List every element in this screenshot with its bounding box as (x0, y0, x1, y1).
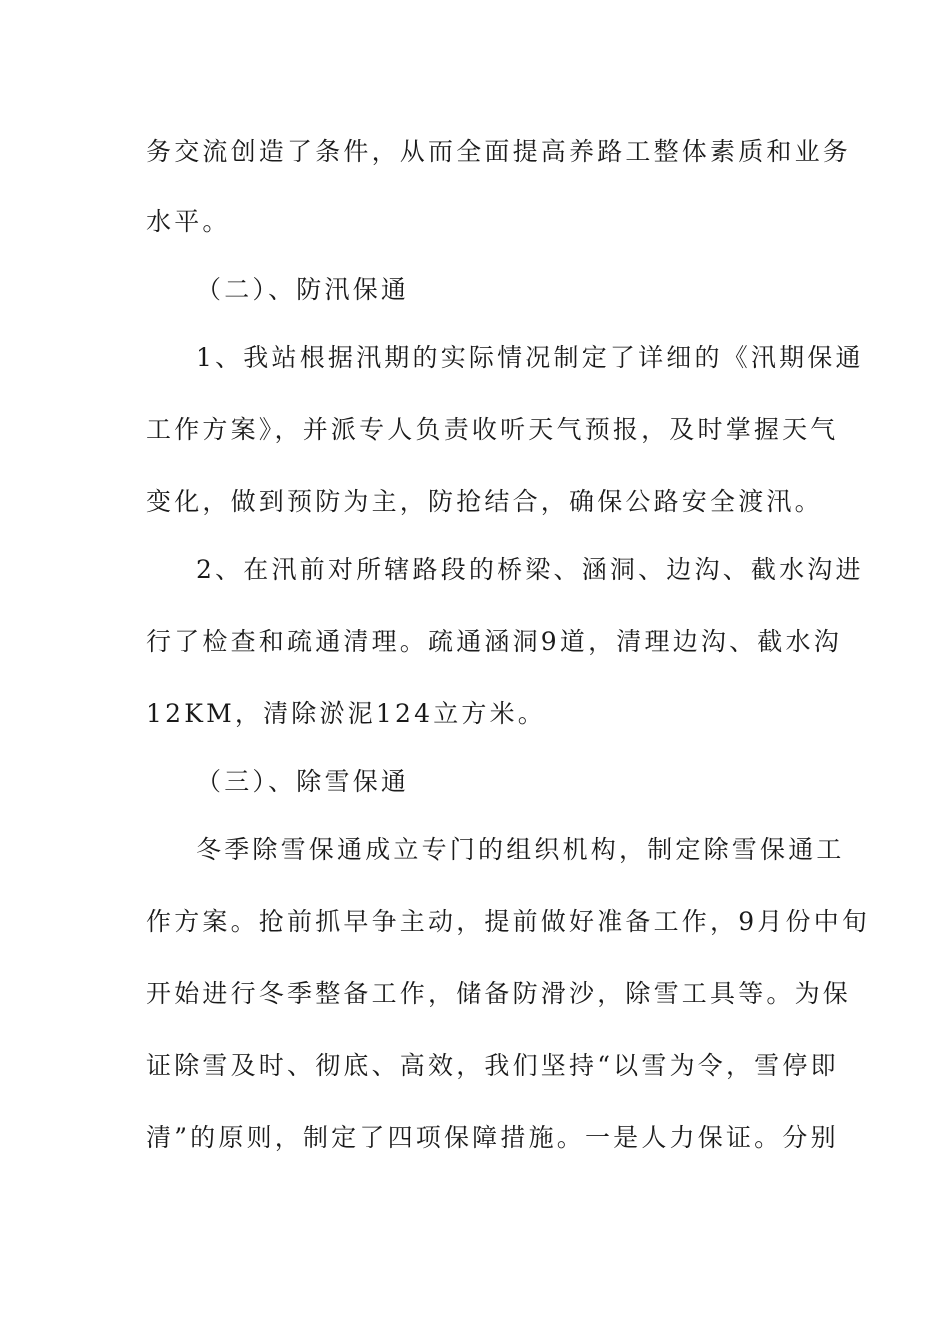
text-line-8: 行了检查和疏通清理。疏通涵洞9道，清理边沟、截水沟 (146, 627, 842, 656)
text-line-4: 1、我站根据汛期的实际情况制定了详细的《汛期保通 (196, 343, 864, 372)
text-line-9: 12KM，清除淤泥124立方米。 (146, 699, 547, 728)
section-heading-snow: （三）、除雪保通 (196, 767, 410, 796)
text-line-15: 清”的原则，制定了四项保障措施。一是人力保证。分别 (146, 1123, 839, 1152)
text-line-14: 证除雪及时、彻底、高效，我们坚持“以雪为令，雪停即 (146, 1051, 839, 1080)
text-line-13: 开始进行冬季整备工作，储备防滑沙，除雪工具等。为保 (146, 979, 852, 1008)
text-line-1: 务交流创造了条件，从而全面提高养路工整体素质和业务 (146, 137, 852, 166)
text-line-7: 2、在汛前对所辖路段的桥梁、涵洞、边沟、截水沟进 (196, 555, 864, 584)
text-line-11: 冬季除雪保通成立专门的组织机构，制定除雪保通工 (196, 835, 845, 864)
text-line-5: 工作方案》，并派专人负责收听天气预报，及时掌握天气 (146, 415, 839, 444)
text-line-6: 变化，做到预防为主，防抢结合，确保公路安全渡汛。 (146, 487, 823, 516)
section-heading-flood: （二）、防汛保通 (196, 275, 410, 304)
text-line-2: 水平。 (146, 207, 231, 236)
text-line-12: 作方案。抢前抓早争主动，提前做好准备工作，9月份中旬 (146, 907, 871, 936)
